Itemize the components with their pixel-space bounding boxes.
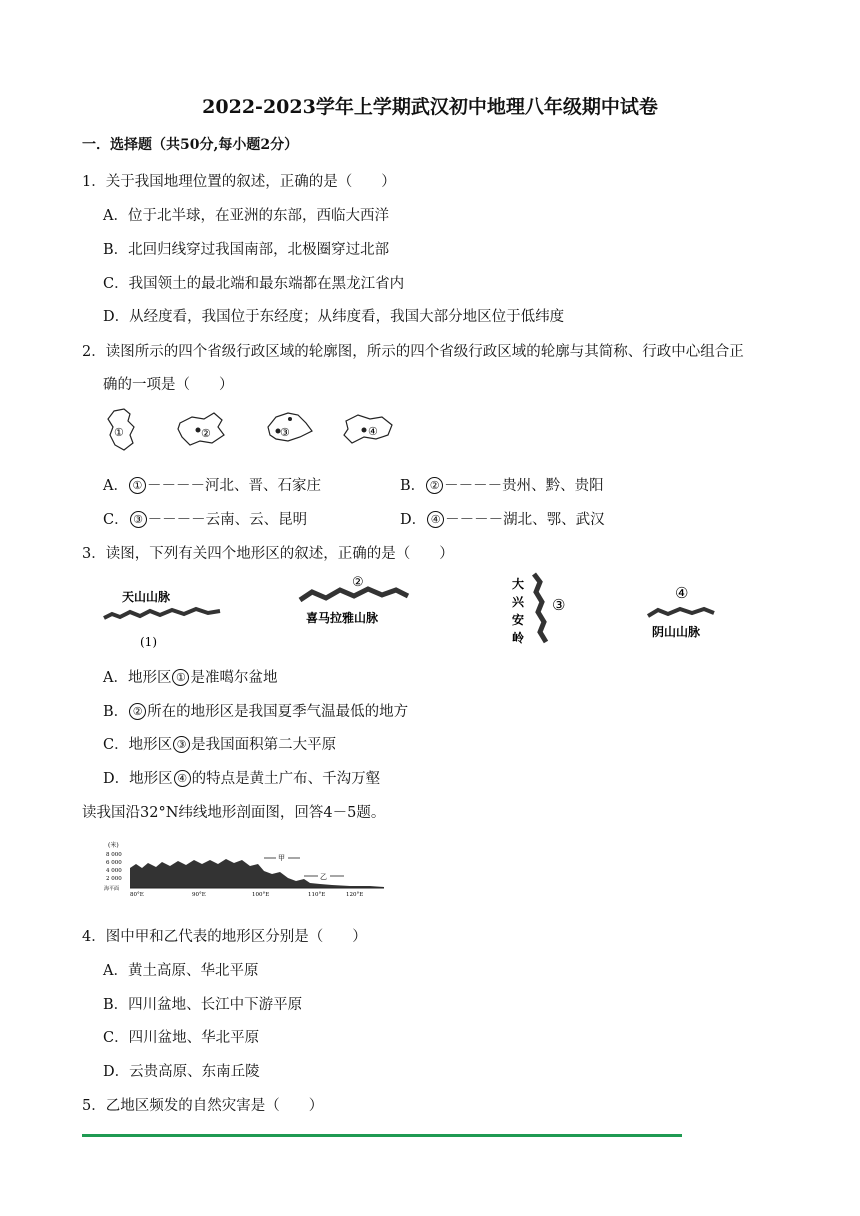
q3-option-d-post: 的特点是黄土广布、千沟万壑 bbox=[191, 771, 381, 787]
region-1-label: (1) bbox=[140, 635, 157, 649]
q4-5-intro: 读我国沿32°N纬线地形剖面图，回答4－5题。 bbox=[82, 805, 386, 821]
q3-option-d bbox=[103, 767, 380, 788]
q3-option-b bbox=[103, 700, 408, 721]
yinshan-panel bbox=[648, 584, 714, 639]
q3-option-b-num: ② bbox=[129, 703, 146, 720]
q2-option-b-prefix: B． bbox=[400, 478, 426, 494]
footer-divider bbox=[82, 1134, 682, 1137]
region-4-label: ④ bbox=[675, 584, 689, 602]
q2-option-b-text: －－－－贵州、黔、贵阳 bbox=[444, 478, 604, 494]
profile-xtick-80: 80°E bbox=[130, 892, 144, 898]
q3-option-a bbox=[103, 666, 277, 687]
terrain-profile-figure bbox=[100, 838, 390, 900]
profile-label-jia: 甲 bbox=[278, 854, 285, 862]
q2-option-c-prefix: C． bbox=[103, 512, 129, 528]
q2-option-a-text: －－－－河北、晋、石家庄 bbox=[146, 478, 321, 494]
tianshan-ridge bbox=[104, 609, 220, 618]
profile-label-yi: 乙 bbox=[320, 873, 327, 881]
profile-xtick-100: 100°E bbox=[252, 892, 270, 898]
province-label-4: ④ bbox=[368, 425, 378, 438]
profile-ytick-sea: 海平面 bbox=[104, 886, 120, 892]
q1-option-c: C．我国领土的最北端和最东端都在黑龙江省内 bbox=[103, 276, 405, 292]
q1-option-b: B．北回归线穿过我国南部，北极圈穿过北部 bbox=[103, 242, 390, 258]
q2-option-c-text: －－－－云南、云、昆明 bbox=[147, 512, 308, 528]
q3-option-a-num: ① bbox=[172, 669, 189, 686]
province-label-1: ① bbox=[114, 426, 124, 439]
q2-option-a bbox=[103, 474, 321, 495]
himalaya-panel bbox=[300, 575, 408, 625]
q2-option-a-num: ① bbox=[129, 477, 146, 494]
profile-ytick-4000: 4 000 bbox=[106, 868, 122, 874]
region-3-label: ③ bbox=[552, 596, 566, 614]
q2-option-d bbox=[400, 508, 605, 529]
q2-option-d-prefix: D． bbox=[400, 512, 427, 528]
daxinganling-char-3: 安 bbox=[512, 613, 525, 627]
profile-xtick-120: 120°E bbox=[346, 892, 364, 898]
landform-figure bbox=[100, 568, 740, 653]
daxinganling-char-4: 岭 bbox=[512, 631, 525, 645]
daxinganling-ridge bbox=[534, 574, 546, 642]
province-marker-dot-3 bbox=[288, 417, 292, 421]
q5-stem: 5．乙地区频发的自然灾害是（ ） bbox=[82, 1098, 324, 1114]
q3-option-d-pre: D．地形区 bbox=[103, 771, 173, 787]
profile-unit: (米) bbox=[108, 842, 119, 849]
profile-xtick-110: 110°E bbox=[308, 892, 326, 898]
tianshan-panel bbox=[104, 589, 220, 649]
q4-option-a: A．黄土高原、华北平原 bbox=[103, 963, 259, 979]
province-label-2: ② bbox=[201, 427, 211, 440]
tianshan-label: 天山山脉 bbox=[122, 590, 171, 604]
q2-stem-line1: 2．读图所示的四个省级行政区域的轮廓图，所示的四个省级行政区域的轮廓与其简称、行政中心组合正 bbox=[82, 344, 744, 360]
q3-option-c-post: 是我国面积第二大平原 bbox=[191, 737, 337, 753]
q3-option-b-post: 所在的地形区是我国夏季气温最低的地方 bbox=[147, 704, 409, 720]
province-outlines-figure bbox=[100, 405, 400, 455]
q3-option-c-num: ③ bbox=[173, 736, 190, 753]
q4-option-b: B．四川盆地、长江中下游平原 bbox=[103, 997, 303, 1013]
q2-option-c-num: ③ bbox=[130, 511, 147, 528]
q2-option-d-text: －－－－湖北、鄂、武汉 bbox=[445, 512, 605, 528]
profile-ytick-6000: 6 000 bbox=[106, 860, 122, 866]
daxinganling-panel bbox=[512, 574, 565, 645]
terrain-profile-area bbox=[130, 859, 384, 888]
himalaya-label: 喜马拉雅山脉 bbox=[306, 611, 379, 625]
himalaya-ridge bbox=[300, 589, 408, 600]
q3-stem: 3．读图，下列有关四个地形区的叙述，正确的是（ ） bbox=[82, 546, 454, 562]
yinshan-label: 阴山山脉 bbox=[652, 625, 701, 639]
q2-stem-line2: 确的一项是（ ） bbox=[103, 377, 234, 393]
province-capital-dot-4 bbox=[362, 428, 367, 433]
q2-option-a-prefix: A． bbox=[103, 478, 128, 494]
q2-option-c bbox=[103, 508, 307, 529]
yinshan-ridge bbox=[648, 609, 714, 616]
q4-option-d: D．云贵高原、东南丘陵 bbox=[103, 1064, 260, 1080]
q2-option-b-num: ② bbox=[426, 477, 443, 494]
q2-option-b bbox=[400, 474, 604, 495]
q3-option-c-pre: C．地形区 bbox=[103, 737, 173, 753]
province-capital-dot-2 bbox=[196, 428, 201, 433]
q1-option-a: A．位于北半球，在亚洲的东部，西临大西洋 bbox=[103, 208, 389, 224]
profile-xtick-90: 90°E bbox=[192, 892, 206, 898]
q3-option-a-pre: A．地形区 bbox=[103, 670, 172, 686]
q3-option-a-post: 是准噶尔盆地 bbox=[190, 670, 278, 686]
section-heading: 一．选择题（共50分,每小题2分） bbox=[82, 137, 299, 153]
q2-option-d-num: ④ bbox=[427, 511, 444, 528]
q1-stem: 1．关于我国地理位置的叙述，正确的是（ ） bbox=[82, 174, 396, 190]
q4-option-c: C．四川盆地、华北平原 bbox=[103, 1030, 260, 1046]
q4-stem: 4．图中甲和乙代表的地形区分别是（ ） bbox=[82, 929, 367, 945]
q3-option-b-pre: B． bbox=[103, 704, 129, 720]
daxinganling-char-1: 大 bbox=[512, 577, 525, 591]
q1-option-d: D．从经度看，我国位于东经度；从纬度看，我国大部分地区位于低纬度 bbox=[103, 309, 565, 325]
province-label-3: ③ bbox=[280, 426, 290, 439]
profile-ytick-2000: 2 000 bbox=[106, 876, 122, 882]
exam-title: 2022-2023学年上学期武汉初中地理八年级期中试卷 bbox=[202, 96, 658, 118]
q3-option-c bbox=[103, 733, 336, 754]
daxinganling-char-2: 兴 bbox=[512, 595, 525, 609]
q3-option-d-num: ④ bbox=[174, 770, 191, 787]
region-2-label: ② bbox=[352, 575, 364, 590]
profile-ytick-8000: 8 000 bbox=[106, 852, 122, 858]
